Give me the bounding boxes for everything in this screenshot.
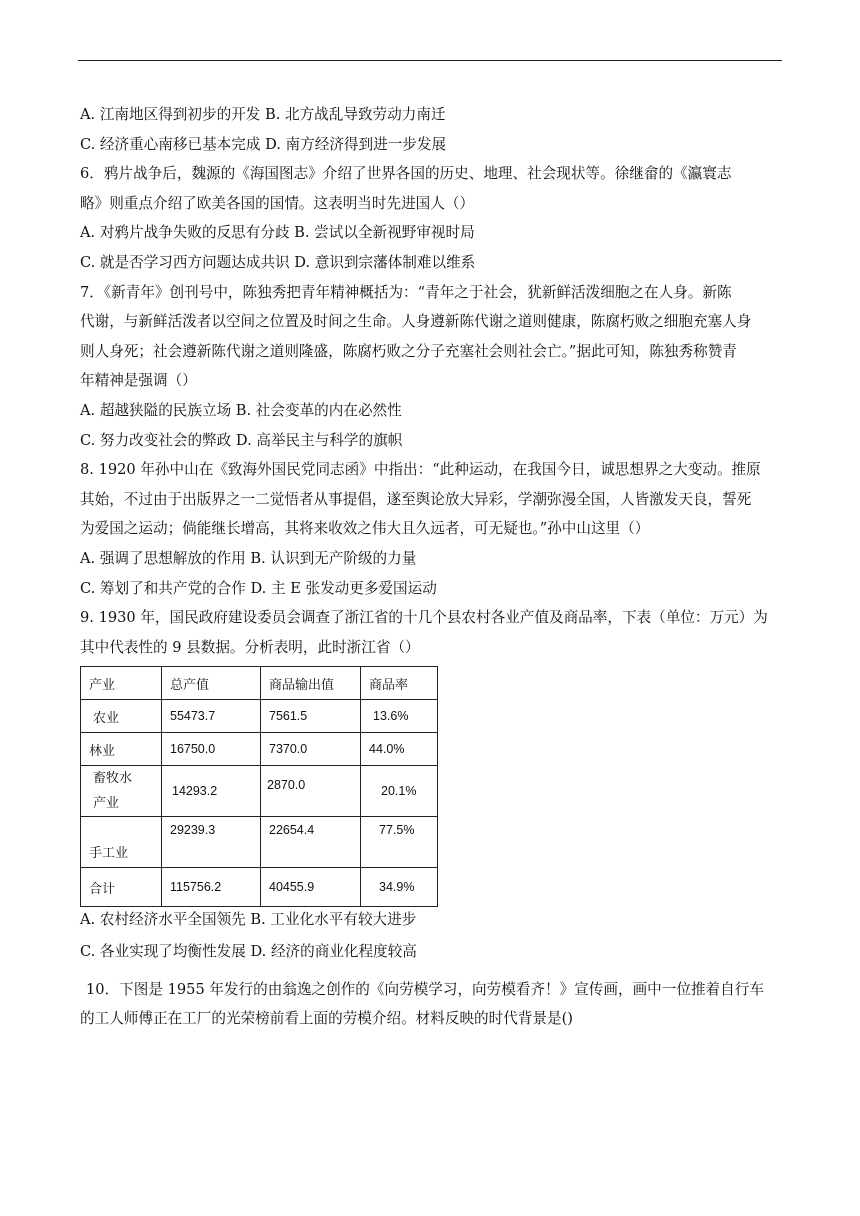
table-row — [81, 733, 438, 766]
question-6 — [80, 159, 780, 277]
question-7 — [80, 278, 780, 456]
cell-total: 55473.7 — [162, 700, 261, 733]
cell-rate: 13.6% — [361, 700, 438, 733]
cell-industry-line-2: 产业 — [93, 796, 120, 812]
cell-export: 2870.0 — [261, 766, 361, 817]
table-row — [81, 868, 438, 907]
q9-stem-line-2: 其中代表性的 9 县数据。分析表明，此时浙江省（） — [80, 638, 420, 656]
question-8 — [80, 455, 780, 603]
q8-stem-line-1: 8. 1920 年孙中山在《致海外国民党同志函》中指出：“此种运动，在我国今日，诚思想界之大变动。推原 — [80, 461, 761, 479]
cell-total: 16750.0 — [162, 733, 261, 766]
q6-options-line-2: C. 就是否学习西方问题达成共识 D. 意识到宗藩体制难以维系 — [80, 253, 476, 271]
cell-rate: 77.5% — [361, 817, 438, 868]
q7-stem-line-3: 则人身死；社会遵新陈代谢之道则隆盛，陈腐朽败之分子充塞社会则社会亡。”据此可知，陈独秀称赞青 — [80, 342, 737, 360]
question-10 — [80, 975, 780, 1034]
header-industry: 产业 — [81, 667, 162, 700]
cell-export: 22654.4 — [261, 817, 361, 868]
cell-industry: 合计 — [81, 868, 162, 907]
header-rate: 商品率 — [361, 667, 438, 700]
industry-data-table — [80, 666, 438, 907]
q8-options-line-1: A. 强调了思想解放的作用 B. 认识到无产阶级的力量 — [80, 549, 417, 567]
header-total: 总产值 — [162, 667, 261, 700]
exam-page — [80, 100, 780, 1034]
table-header-row — [81, 667, 438, 700]
cell-industry: 林业 — [81, 733, 162, 766]
q10-stem-line-2: 的工人师傅正在工厂的光荣榜前看上面的劳模介绍。材料反映的时代背景是() — [80, 1010, 573, 1028]
table-row — [81, 766, 438, 817]
q9-options-line-2: C. 各业实现了均衡性发展 D. 经济的商业化程度较高 — [80, 943, 417, 961]
header-rule — [78, 60, 782, 61]
table-row — [81, 817, 438, 868]
cell-total: 14293.2 — [162, 766, 261, 817]
cell-industry: 农业 — [81, 700, 162, 733]
q10-stem-line-1: 10．下图是 1955 年发行的由翁逸之创作的《向劳模学习，向劳模看齐！》宣传画，画中一位推着自行车 — [86, 980, 764, 998]
cell-export: 7561.5 — [261, 700, 361, 733]
cell-total: 115756.2 — [162, 868, 261, 907]
q6-stem-line-2: 略》则重点介绍了欧美各国的国情。这表明当时先进国人（） — [80, 194, 475, 212]
q8-stem-line-2: 其始，不过由于出版界之一二觉悟者从事提倡，遂至舆论放大异彩，学潮弥漫全国，人皆激发天良，誓死 — [80, 490, 752, 508]
cell-rate: 34.9% — [361, 868, 438, 907]
cell-rate: 44.0% — [361, 733, 438, 766]
cell-industry: 手工业 — [81, 817, 162, 868]
cell-export: 40455.9 — [261, 868, 361, 907]
cell-industry-line-1: 畜牧水 — [93, 771, 133, 787]
q6-stem-line-1: 6．鸦片战争后，魏源的《海国图志》介绍了世界各国的历史、地理、社会现状等。徐继畲的《瀛寰志 — [80, 165, 732, 183]
q9-options-line-1: A. 农村经济水平全国领先 B. 工业化水平有较大进步 — [80, 911, 417, 929]
cell-total: 29239.3 — [162, 817, 261, 868]
q9-stem-line-1: 9. 1930 年，国民政府建设委员会调查了浙江省的十几个县农村各业产值及商品率，下表（单位：万元）为 — [80, 609, 768, 627]
q7-stem-line-4: 年精神是强调（） — [80, 372, 197, 390]
cell-industry — [81, 766, 162, 817]
question-5-options — [80, 100, 780, 159]
q7-options-line-1: A. 超越狭隘的民族立场 B. 社会变革的内在必然性 — [80, 401, 402, 419]
cell-export: 7370.0 — [261, 733, 361, 766]
q6-options-line-1: A. 对鸦片战争失败的反思有分歧 B. 尝试以全新视野审视时局 — [80, 224, 475, 242]
q5-options-line-2: C. 经济重心南移已基本完成 D. 南方经济得到进一步发展 — [80, 135, 447, 153]
q5-options-line-1: A. 江南地区得到初步的开发 B. 北方战乱导致劳动力南迁 — [80, 106, 446, 123]
q7-stem-line-2: 代谢，与新鲜活泼者以空间之位置及时间之生命。人身遵新陈代谢之道则健康，陈腐朽败之细胞充塞人身 — [80, 313, 752, 331]
q8-options-line-2: C. 筹划了和共产党的合作 D. 主 E 张发动更多爱国运动 — [80, 579, 437, 597]
question-9 — [80, 603, 780, 967]
q7-options-line-2: C. 努力改变社会的弊政 D. 高举民主与科学的旗帜 — [80, 431, 403, 449]
header-export: 商品输出值 — [261, 667, 361, 700]
cell-rate: 20.1% — [361, 766, 438, 817]
table-row — [81, 700, 438, 733]
q8-stem-line-3: 为爱国之运动；倘能继长增高，其将来收效之伟大且久远者，可无疑也。”孙中山这里（） — [80, 520, 650, 538]
q7-stem-line-1: 7．《新青年》创刊号中，陈独秀把青年精神概括为：“青年之于社会，犹新鲜活泼细胞之在人身。新陈 — [80, 283, 732, 301]
